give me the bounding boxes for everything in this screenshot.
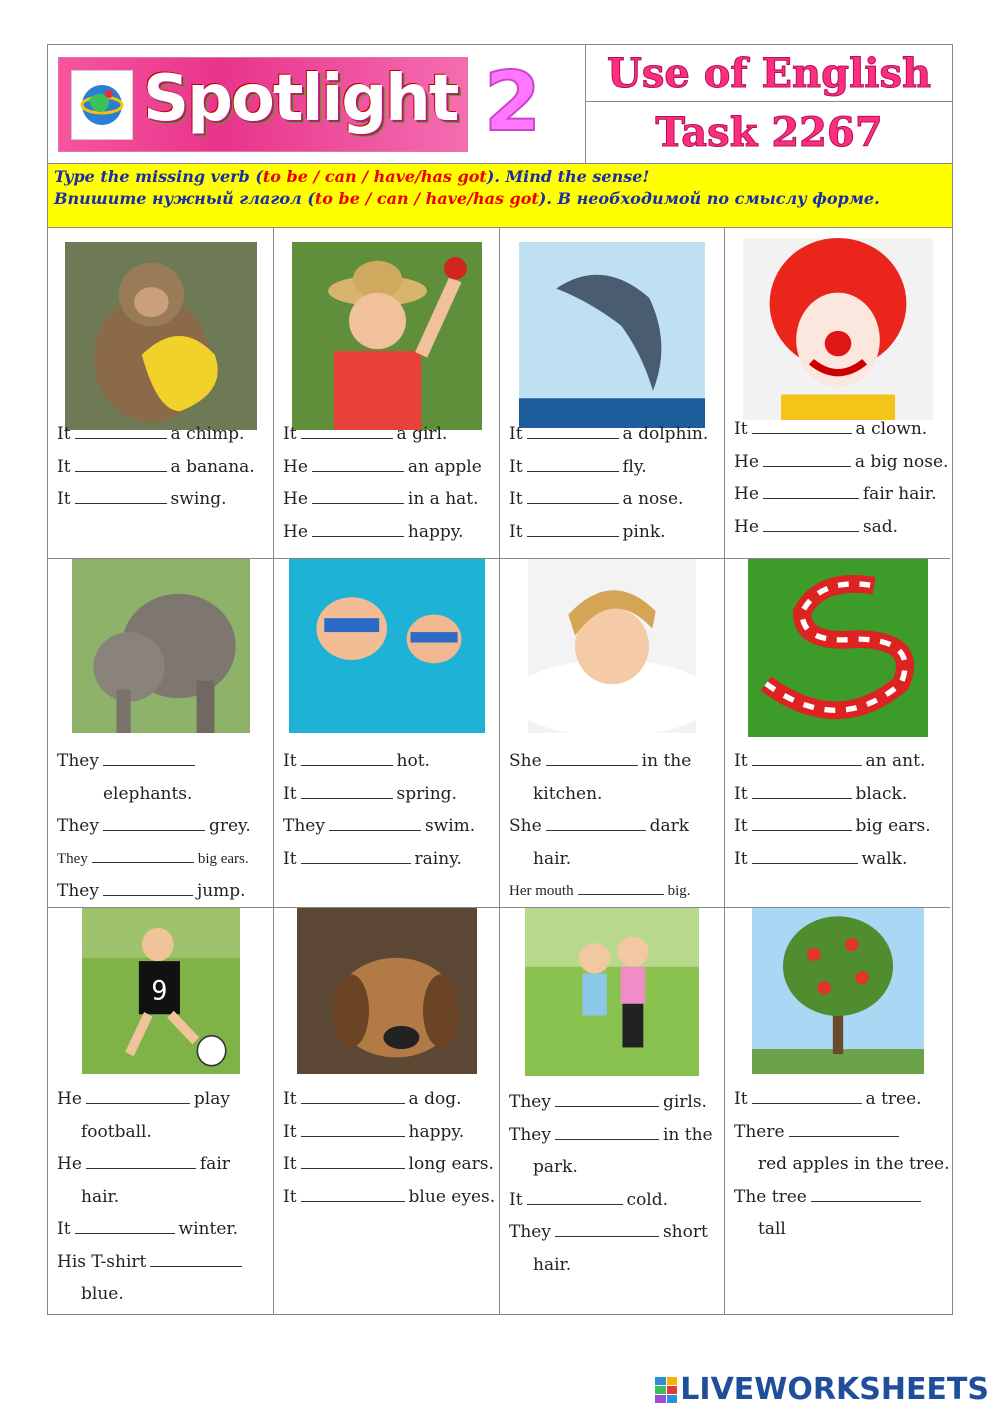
sentence-subject: They <box>283 816 325 836</box>
sentence-line <box>509 745 718 778</box>
sentence-line <box>509 516 718 549</box>
answer-blank[interactable] <box>301 1118 405 1137</box>
sentence-line <box>57 1116 267 1149</box>
answer-blank[interactable] <box>301 780 393 799</box>
exercise-cell <box>274 559 500 908</box>
exercise-cell <box>48 908 274 1314</box>
answer-blank[interactable] <box>103 747 195 766</box>
sentence-ending: a banana. <box>170 456 255 477</box>
sentence-line <box>57 1181 267 1214</box>
sentence-line <box>734 1213 944 1246</box>
spotlight-banner <box>58 57 468 152</box>
sentence-subject: She <box>509 816 542 836</box>
sentence-ending: a nose. <box>622 489 684 509</box>
sentence-ending: elephants. <box>103 783 193 804</box>
sentence-ending: happy. <box>408 1121 465 1142</box>
answer-blank[interactable] <box>752 780 852 799</box>
exercise-cell <box>48 228 274 559</box>
answer-blank[interactable] <box>75 453 167 472</box>
sentence-ending: tall <box>758 1219 786 1239</box>
sentence-subject: It <box>509 489 523 509</box>
answer-blank[interactable] <box>312 518 404 537</box>
sentence-subject: Her mouth <box>509 883 574 899</box>
exercise-picture <box>528 559 696 733</box>
sentence-line <box>509 778 718 811</box>
answer-blank[interactable] <box>752 415 852 434</box>
sentence-ending: swim. <box>424 816 476 836</box>
exercise-row <box>48 228 952 559</box>
exercise-picture <box>297 908 477 1074</box>
exercise-picture <box>743 238 933 420</box>
sentence-subject: It <box>57 424 71 444</box>
instructions <box>48 164 952 228</box>
banner-title: Spotlight <box>143 62 458 136</box>
sentence-subject: His T-shirt <box>57 1251 147 1272</box>
sentence-line <box>734 413 944 446</box>
answer-blank[interactable] <box>301 747 393 766</box>
sentence-ending: rainy. <box>414 848 462 869</box>
sentence-subject: It <box>57 489 71 509</box>
sentence-ending: big. <box>667 883 691 899</box>
answer-blank[interactable] <box>75 485 167 504</box>
sentence-ending: short <box>662 1222 708 1242</box>
sentence-line <box>57 1278 267 1311</box>
sentence-subject: It <box>509 456 523 477</box>
answer-blank[interactable] <box>301 845 411 864</box>
answer-blank[interactable] <box>312 485 404 504</box>
sentence-line <box>57 1246 267 1279</box>
sentence-ending: long ears. <box>408 1154 494 1174</box>
answer-blank[interactable] <box>527 453 619 472</box>
sentence-ending: big ears. <box>197 850 249 867</box>
sentence-subject: They <box>509 1222 551 1242</box>
svg-text:9: 9 <box>150 975 167 1007</box>
sentence-ending: play <box>193 1089 230 1109</box>
sentence-line <box>734 1116 944 1149</box>
sentence-subject: It <box>734 848 748 869</box>
sentence-subject: They <box>57 816 99 836</box>
sentence-subject: He <box>734 484 759 504</box>
sentence-line <box>734 1083 944 1116</box>
sentence-ending: blue. <box>81 1284 124 1304</box>
liveworksheets-logo: LIVEWORKSHEETS <box>655 1372 989 1407</box>
sentence-ending: a big nose. <box>854 451 949 472</box>
sentence-ending: an apple <box>407 456 482 477</box>
answer-blank[interactable] <box>789 1118 899 1137</box>
sentence-ending: red apples in the tree. <box>758 1154 950 1174</box>
sentence-line <box>57 418 267 451</box>
sentence-ending: hair. <box>533 848 572 869</box>
sentence-line <box>57 745 267 778</box>
sentence-line <box>734 843 944 876</box>
answer-blank[interactable] <box>527 518 619 537</box>
exercise-picture <box>82 908 240 1074</box>
exercise-grid <box>48 228 952 1314</box>
sentence-subject: She <box>509 751 542 771</box>
answer-blank[interactable] <box>301 1085 405 1104</box>
sentence-line <box>57 1148 267 1181</box>
sentence-ending: walk. <box>861 848 908 869</box>
sentence-line <box>734 1181 944 1214</box>
sentence-line <box>57 843 267 876</box>
answer-blank[interactable] <box>92 844 194 863</box>
answer-blank[interactable] <box>150 1248 242 1267</box>
answer-blank[interactable] <box>301 1183 405 1202</box>
sentence-line <box>509 810 718 843</box>
sentence-line <box>734 1148 950 1181</box>
exercise-cell <box>500 228 725 559</box>
exercise-cell <box>500 559 725 908</box>
header-right <box>586 45 952 163</box>
sentence-line <box>57 778 267 811</box>
sentence-line <box>734 446 949 479</box>
sentence-line <box>509 418 718 451</box>
exercise-row <box>48 908 952 1314</box>
sentence-subject: They <box>509 1092 551 1112</box>
sentence-ending: in the <box>662 1124 713 1145</box>
answer-blank[interactable] <box>527 420 619 439</box>
sentence-subject: It <box>734 419 748 439</box>
answer-blank[interactable] <box>312 453 404 472</box>
answer-blank[interactable] <box>527 1186 623 1205</box>
sentence-line <box>734 745 944 778</box>
answer-blank[interactable] <box>752 845 858 864</box>
sentence-line <box>509 1249 718 1282</box>
sentence-line <box>283 451 493 484</box>
answer-blank[interactable] <box>75 1215 175 1234</box>
sentence-subject: It <box>509 521 523 542</box>
sentence-ending: swing. <box>170 489 227 509</box>
sentence-line <box>57 451 267 484</box>
sentence-ending: big ears. <box>855 816 931 836</box>
sentence-ending: a girl. <box>396 424 448 444</box>
sentence-line <box>509 875 718 908</box>
sentence-ending: park. <box>533 1157 578 1177</box>
sentence-ending: in a hat. <box>407 489 479 509</box>
header-left <box>48 45 586 163</box>
sentence-ending: fair hair. <box>862 484 937 504</box>
answer-blank[interactable] <box>546 812 646 831</box>
sentence-subject: He <box>283 521 308 542</box>
answer-blank[interactable] <box>811 1183 921 1202</box>
sentence-ending: a dog. <box>408 1089 462 1109</box>
sentence-ending: in the <box>641 751 692 771</box>
sentence-subject: They <box>509 1124 551 1145</box>
sentence-ending: grey. <box>208 816 251 836</box>
sentence-subject: He <box>57 1089 82 1109</box>
sentence-ending: spring. <box>396 783 457 804</box>
answer-blank[interactable] <box>301 420 393 439</box>
sentence-line <box>509 1216 718 1249</box>
sentence-ending: jump. <box>196 881 246 901</box>
sentence-subject: It <box>283 424 297 444</box>
answer-blank[interactable] <box>75 420 167 439</box>
liveworksheets-icon <box>655 1377 677 1403</box>
task-number: Task 2267 <box>655 109 883 156</box>
sentence-line <box>509 1151 718 1184</box>
answer-blank[interactable] <box>752 1085 862 1104</box>
sentence-subject: It <box>509 1189 523 1210</box>
exercise-cell <box>48 559 274 908</box>
exercise-cell <box>725 228 950 559</box>
exercise-picture <box>72 559 250 733</box>
sentence-line <box>283 1083 493 1116</box>
answer-blank[interactable] <box>763 448 851 467</box>
sentence-line <box>283 483 493 516</box>
sentence-line <box>57 1083 267 1116</box>
sentence-subject: It <box>283 848 297 869</box>
header <box>48 45 952 164</box>
exercise-picture <box>292 242 482 430</box>
sentence-subject: The tree <box>734 1186 807 1207</box>
sentence-line <box>734 810 944 843</box>
answer-blank[interactable] <box>103 877 193 896</box>
answer-blank[interactable] <box>763 480 859 499</box>
answer-blank[interactable] <box>329 812 421 831</box>
sentence-ending: cold. <box>626 1189 669 1210</box>
sentence-ending: an ant. <box>865 751 926 771</box>
answer-blank[interactable] <box>752 812 852 831</box>
sentence-subject: It <box>283 751 297 771</box>
sentence-line <box>283 418 493 451</box>
sentence-line <box>509 1184 718 1217</box>
sentence-ending: football. <box>81 1121 152 1142</box>
sentence-subject: It <box>57 1219 71 1239</box>
exercise-picture <box>525 908 699 1076</box>
sentence-line <box>283 1148 493 1181</box>
answer-blank[interactable] <box>86 1085 190 1104</box>
sentence-ending: hair. <box>81 1186 120 1207</box>
answer-blank[interactable] <box>527 485 619 504</box>
sentence-subject: He <box>734 516 759 537</box>
sentence-line <box>509 1119 718 1152</box>
worksheet <box>47 44 953 1315</box>
sentence-ending: kitchen. <box>533 783 603 804</box>
sentence-subject: It <box>283 1154 297 1174</box>
sentence-subject: They <box>57 881 99 901</box>
exercise-picture <box>289 559 485 733</box>
sentence-line <box>734 778 944 811</box>
sentence-subject: It <box>283 783 297 804</box>
answer-blank[interactable] <box>752 747 862 766</box>
sentence-line <box>283 1116 493 1149</box>
sentence-ending: winter. <box>178 1219 239 1239</box>
sentence-line <box>283 810 493 843</box>
sentence-line <box>509 1086 718 1119</box>
instruction-english: Type the missing verb (to be / can / have/has got). Mind the sense! <box>54 167 650 186</box>
sentence-line <box>57 875 267 908</box>
sentence-line <box>283 778 493 811</box>
sentence-subject: He <box>283 456 308 477</box>
exercise-picture <box>752 908 924 1074</box>
answer-blank[interactable] <box>301 1150 405 1169</box>
exercise-picture <box>748 559 928 737</box>
answer-blank[interactable] <box>555 1121 659 1140</box>
sentence-ending: dark <box>649 816 690 836</box>
sentence-line <box>509 483 718 516</box>
sentence-ending: a chimp. <box>170 424 245 444</box>
answer-blank[interactable] <box>86 1150 196 1169</box>
sentence-subject: It <box>283 1186 297 1207</box>
sentence-line <box>57 483 267 516</box>
exercise-picture <box>65 242 257 430</box>
sentence-subject: They <box>57 850 88 867</box>
sentence-ending: a clown. <box>855 419 928 439</box>
sentence-ending: fair <box>199 1154 230 1174</box>
exercise-cell <box>274 908 500 1314</box>
sentence-line <box>509 843 718 876</box>
level-number: 2 <box>484 55 542 150</box>
sentence-ending: black. <box>855 783 908 804</box>
answer-blank[interactable] <box>578 876 664 895</box>
answer-blank[interactable] <box>763 513 859 532</box>
sentence-subject: There <box>734 1121 785 1142</box>
sentence-ending: hot. <box>396 751 430 771</box>
sentence-line <box>283 745 493 778</box>
sentence-subject: He <box>57 1154 82 1174</box>
sentence-subject: It <box>734 1089 748 1109</box>
sentence-subject: It <box>57 456 71 477</box>
exercise-cell <box>725 908 950 1314</box>
sentence-subject: It <box>283 1121 297 1142</box>
sentence-ending: fly. <box>622 456 647 477</box>
sentence-line <box>734 478 944 511</box>
instruction-russian: Впишите нужный глагол (to be / can / have/has got). В необходимой по смыслу форме. <box>54 189 880 208</box>
sentence-line <box>734 511 944 544</box>
sentence-ending: hair. <box>533 1254 572 1275</box>
answer-blank[interactable] <box>546 747 638 766</box>
sentence-line <box>283 516 493 549</box>
answer-blank[interactable] <box>103 812 205 831</box>
sentence-ending: girls. <box>662 1092 707 1112</box>
sentence-subject: It <box>734 816 748 836</box>
sentence-ending: a dolphin. <box>622 424 709 444</box>
sentence-subject: They <box>57 751 99 771</box>
sentence-ending: happy. <box>407 521 464 542</box>
sentence-line <box>509 451 718 484</box>
answer-blank[interactable] <box>555 1218 659 1237</box>
sentence-ending: a tree. <box>865 1089 922 1109</box>
sentence-subject: It <box>734 751 748 771</box>
page-title: Use of English <box>606 49 932 97</box>
sentence-line <box>57 1213 267 1246</box>
exercise-cell <box>274 228 500 559</box>
sentence-ending: sad. <box>862 516 899 537</box>
globe-logo-icon <box>71 70 133 140</box>
sentence-subject: He <box>734 451 759 472</box>
sentence-subject: He <box>283 489 308 509</box>
sentence-subject: It <box>734 783 748 804</box>
sentence-subject: It <box>509 424 523 444</box>
sentence-subject: It <box>283 1089 297 1109</box>
sentence-line <box>57 810 267 843</box>
sentence-ending: blue eyes. <box>408 1186 496 1207</box>
exercise-cell <box>725 559 950 908</box>
sentence-line <box>283 1181 496 1214</box>
exercise-cell <box>500 908 725 1314</box>
exercise-picture <box>519 242 705 428</box>
answer-blank[interactable] <box>555 1088 659 1107</box>
sentence-ending: pink. <box>622 521 666 542</box>
exercise-row <box>48 559 952 908</box>
sentence-line <box>283 843 493 876</box>
